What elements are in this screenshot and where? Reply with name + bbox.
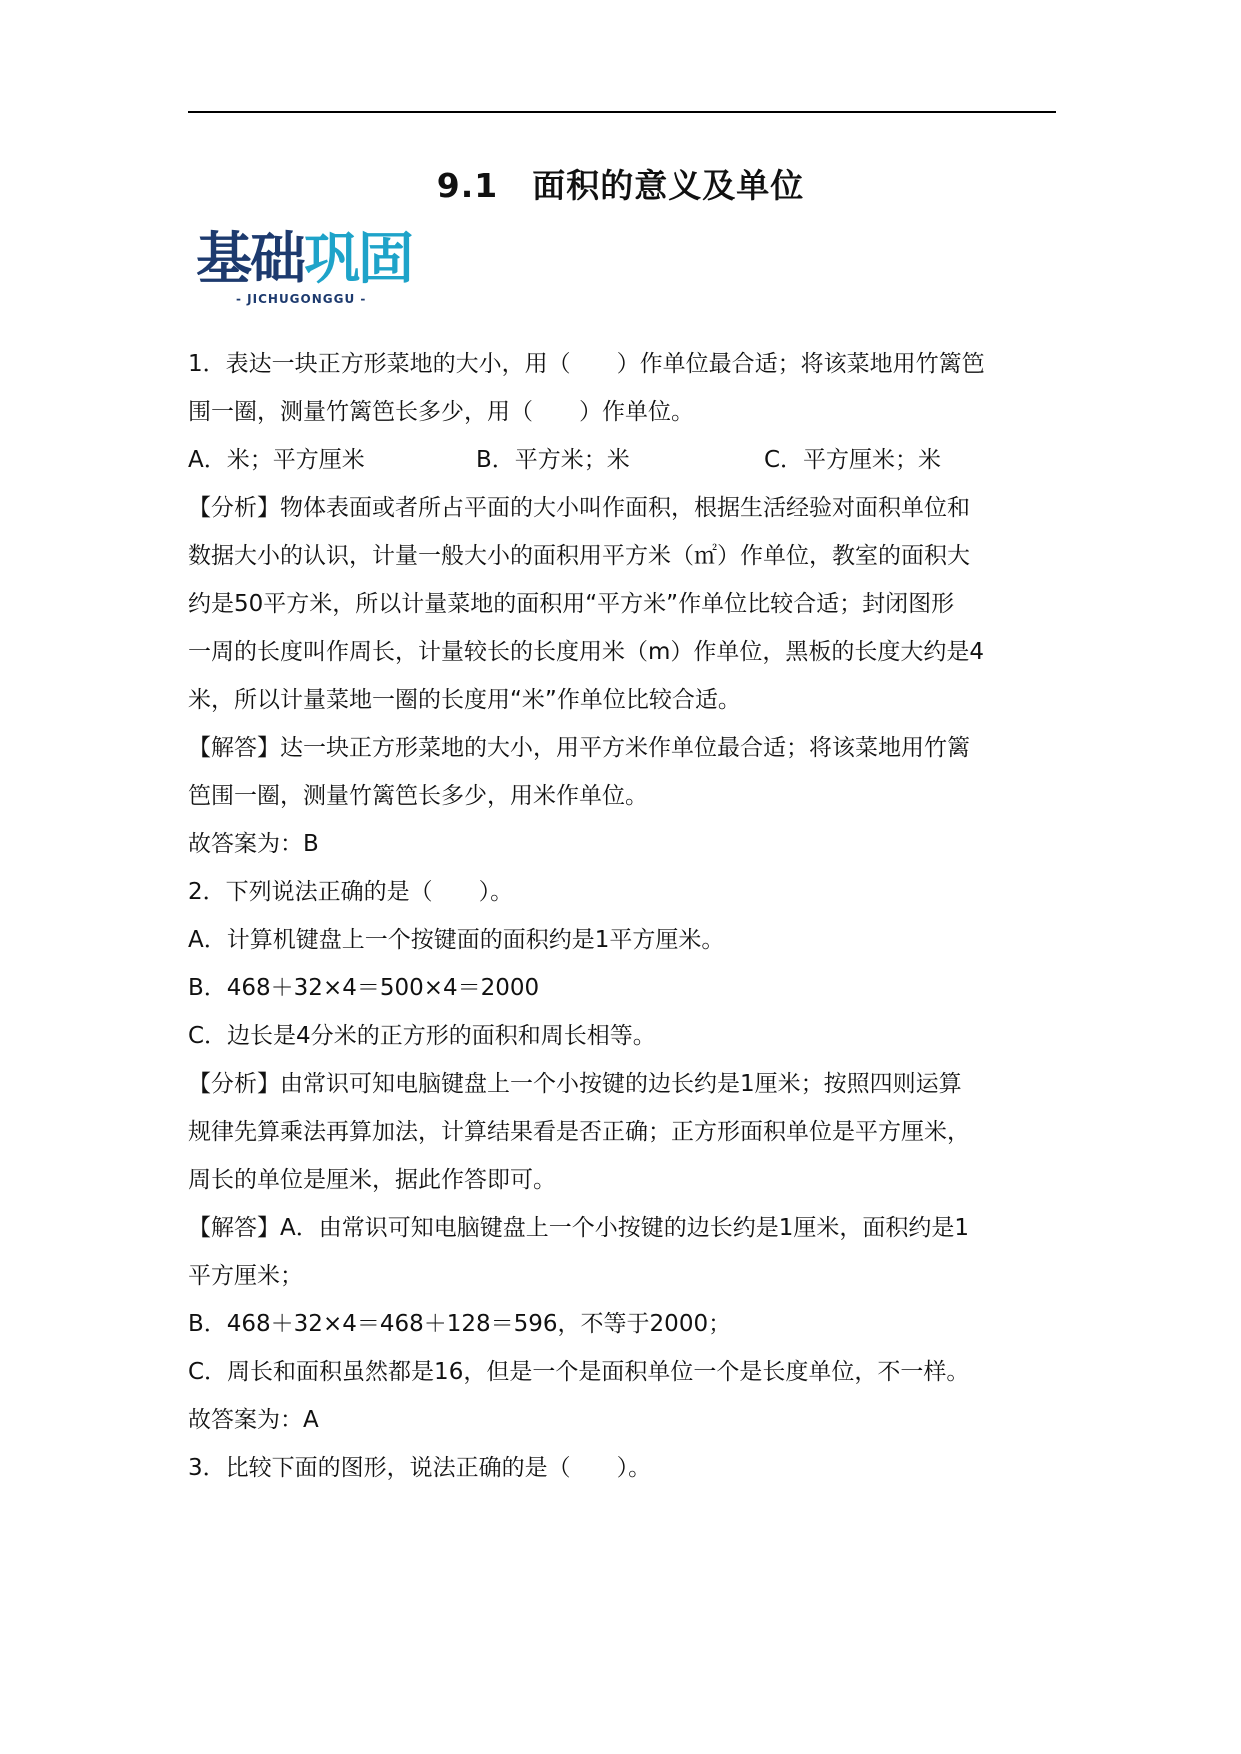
q1-option-c: C．平方厘米；米	[764, 447, 942, 473]
q1-analysis-line: 米，所以计量菜地一圈的长度用“米”作单位比较合适。	[188, 687, 741, 713]
q2-stem: 2．下列说法正确的是（ ）。	[188, 879, 514, 905]
q1-options	[188, 436, 1058, 484]
q2-solution-line: C．周长和面积虽然都是16，但是一个是面积单位一个是长度单位，不一样。	[188, 1359, 970, 1385]
q2-analysis-line: 【分析】由常识可知电脑键盘上一个小按键的边长约是1厘米；按照四则运算	[188, 1071, 962, 1097]
q2-analysis-line: 周长的单位是厘米，据此作答即可。	[188, 1167, 556, 1193]
logo-title-part1: 基础	[196, 227, 304, 292]
q2-option-c: C．边长是4分米的正方形的面积和周长相等。	[188, 1023, 656, 1049]
q2-answer: 故答案为：A	[188, 1407, 319, 1433]
section-logo	[196, 227, 416, 310]
q1-option-a: A．米；平方厘米	[188, 447, 365, 473]
header-rule	[188, 111, 1056, 113]
logo-subtitle: - JICHUGONGGU -	[236, 292, 367, 306]
q1-analysis-line: 数据大小的认识，计量一般大小的面积用平方米（㎡）作单位，教室的面积大	[188, 543, 970, 569]
q2-option-b: B．468＋32×4＝500×4＝2000	[188, 975, 540, 1001]
document-body	[188, 340, 1058, 1492]
q1-analysis-line: 一周的长度叫作周长，计量较长的长度用米（m）作单位，黑板的长度大约是4	[188, 639, 985, 665]
page-title: 9.1 面积的意义及单位	[436, 166, 805, 205]
q3-stem: 3．比较下面的图形，说法正确的是（ ）。	[188, 1455, 652, 1481]
q1-answer: 故答案为：B	[188, 831, 319, 857]
q1-solution-line: 笆围一圈，测量竹篱笆长多少，用米作单位。	[188, 783, 648, 809]
logo-title-part2: 巩固	[304, 227, 412, 292]
q1-stem-line1: 1．表达一块正方形菜地的大小，用（ ）作单位最合适；将该菜地用竹篱笆	[188, 351, 985, 377]
q2-solution-line: B．468＋32×4＝468＋128＝596，不等于2000；	[188, 1311, 732, 1337]
q2-option-a: A．计算机键盘上一个按键面的面积约是1平方厘米。	[188, 927, 725, 953]
q1-option-b: B．平方米；米	[476, 447, 630, 473]
q1-solution-line: 【解答】达一块正方形菜地的大小，用平方米作单位最合适；将该菜地用竹篱	[188, 735, 970, 761]
q1-analysis-line: 【分析】物体表面或者所占平面的大小叫作面积，根据生活经验对面积单位和	[188, 495, 970, 521]
q2-solution-line: 【解答】A．由常识可知电脑键盘上一个小按键的边长约是1厘米，面积约是1	[188, 1215, 970, 1241]
q1-stem-line2: 围一圈，测量竹篱笆长多少，用（ ）作单位。	[188, 399, 694, 425]
logo-title	[196, 227, 416, 292]
q2-solution-line: 平方厘米；	[188, 1263, 303, 1289]
q1-analysis-line: 约是50平方米，所以计量菜地的面积用“平方米”作单位比较合适；封闭图形	[188, 591, 955, 617]
q2-analysis-line: 规律先算乘法再算加法，计算结果看是否正确；正方形面积单位是平方厘米，	[188, 1119, 970, 1145]
